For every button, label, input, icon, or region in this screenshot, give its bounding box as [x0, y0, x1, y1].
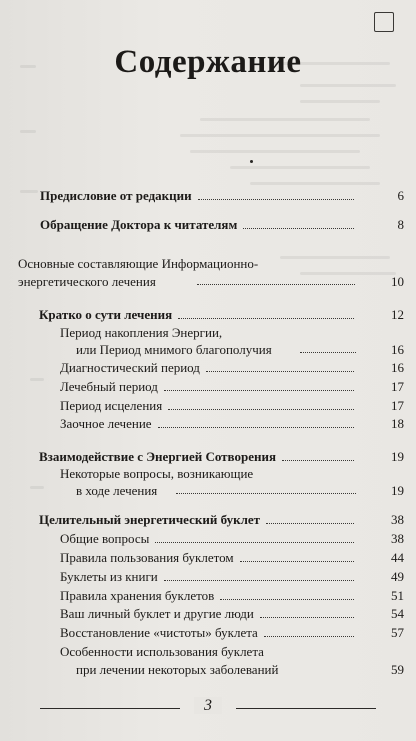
toc-entry-label-line1: Некоторые вопросы, возникающие: [60, 466, 254, 481]
toc-entry-label: Буклеты из книги: [60, 569, 158, 584]
toc-entry-page: 6: [397, 188, 404, 203]
toc-entry-page: 16: [391, 342, 404, 357]
toc-entry-page: 19: [391, 483, 404, 498]
toc-entry-label-line2: или Период мнимого благополучия: [76, 342, 272, 357]
toc-entry-label: Заочное лечение: [60, 416, 152, 431]
dot-leader: [164, 580, 354, 581]
dot-leader: [155, 542, 354, 543]
toc-entry-usage-rules: [60, 549, 404, 566]
dot-leader: [300, 352, 356, 353]
toc-entry-page: 57: [391, 625, 404, 640]
dot-leader: [176, 493, 356, 494]
toc-entry-storage-rules: [60, 587, 404, 604]
toc-entry-page: 59: [391, 662, 404, 677]
toc-entry-booklet: [39, 511, 404, 528]
page-number-text: 3: [194, 697, 222, 714]
toc-entry-label: Правила хранения буклетов: [60, 588, 215, 603]
toc-entry-label: Диагностический период: [60, 360, 200, 375]
toc-entry-label-line2: в ходе лечения: [76, 483, 158, 498]
dot-leader: [168, 409, 354, 410]
toc-entry-general: [60, 530, 404, 547]
page-title: Содержание: [114, 44, 302, 80]
toc-entry-remote: [60, 415, 404, 432]
toc-entry-label: Правила пользования буклетом: [60, 550, 234, 565]
toc-entry-page: 38: [391, 512, 404, 527]
ornament-dot: [250, 160, 253, 163]
toc-entry-page: 38: [391, 531, 404, 546]
dot-leader: [240, 561, 354, 562]
toc-entry-label-line1: Основные составляющие Информационно-: [18, 256, 259, 271]
toc-entry-label: Лечебный период: [60, 379, 158, 394]
toc-entry-personal-booklet: [60, 605, 404, 622]
toc-entry-restoration: [60, 624, 404, 641]
dot-leader: [197, 284, 355, 285]
toc-entry-page: 17: [391, 379, 404, 394]
toc-entry-label: Целительный энергетический буклет: [39, 512, 261, 527]
toc-entry-page: 10: [391, 274, 404, 289]
toc-entry-page: 17: [391, 398, 404, 413]
toc-entry-treatment: [60, 378, 404, 395]
toc-entry-preface: [40, 187, 404, 204]
dot-leader: [266, 523, 354, 524]
toc-entry-section-summary: [39, 306, 404, 323]
dot-leader: [220, 599, 354, 600]
page-number: [0, 697, 416, 715]
toc-entry-label: Общие вопросы: [60, 531, 150, 546]
corner-mark-icon: [374, 12, 394, 32]
toc-entry-booklets-from-book: [60, 568, 404, 585]
toc-entry-page: 49: [391, 569, 404, 584]
toc-entry-label-line1: Период накопления Энергии,: [60, 325, 223, 340]
toc-entry-page: 12: [391, 307, 404, 322]
dot-leader: [282, 460, 354, 461]
dot-leader: [264, 636, 354, 637]
toc-entry-address: [40, 216, 404, 233]
dot-leader: [206, 371, 354, 372]
toc-entry-page: 16: [391, 360, 404, 375]
toc-entry-diagnostic: [60, 359, 404, 376]
toc-entry-healing: [60, 397, 404, 414]
toc-entry-label-line1: Особенности использования буклета: [60, 644, 264, 659]
toc-entry-page: 44: [391, 550, 404, 565]
toc-entry-label: Ваш личный буклет и другие люди: [60, 606, 254, 621]
toc-entry-interaction: [39, 448, 404, 465]
toc-entry-label-line2: при лечении некоторых заболеваний: [76, 662, 279, 677]
toc-entry-page: 8: [397, 217, 404, 232]
toc-entry-label: Взаимодействие с Энергией Сотворения: [39, 449, 276, 464]
toc-entry-label: Предисловие от редакции: [40, 188, 192, 203]
dot-leader: [158, 427, 354, 428]
toc-entry-page: 19: [391, 449, 404, 464]
toc-entry-label: Период исцеления: [60, 398, 163, 413]
toc-entry-label: Обращение Доктора к читателям: [40, 217, 238, 232]
toc-entry-page: 54: [391, 606, 404, 621]
dot-leader: [243, 228, 354, 229]
toc-entry-label: Восстановление «чистоты» буклета: [60, 625, 258, 640]
dot-leader: [198, 199, 354, 200]
dot-leader: [164, 390, 354, 391]
toc-entry-label-line2: энергетического лечения: [18, 274, 156, 289]
toc-entry-label: Кратко о сути лечения: [39, 307, 173, 322]
dot-leader: [178, 318, 354, 319]
toc-entry-page: 18: [391, 416, 404, 431]
toc-entry-page: 51: [391, 588, 404, 603]
dot-leader: [260, 617, 354, 618]
